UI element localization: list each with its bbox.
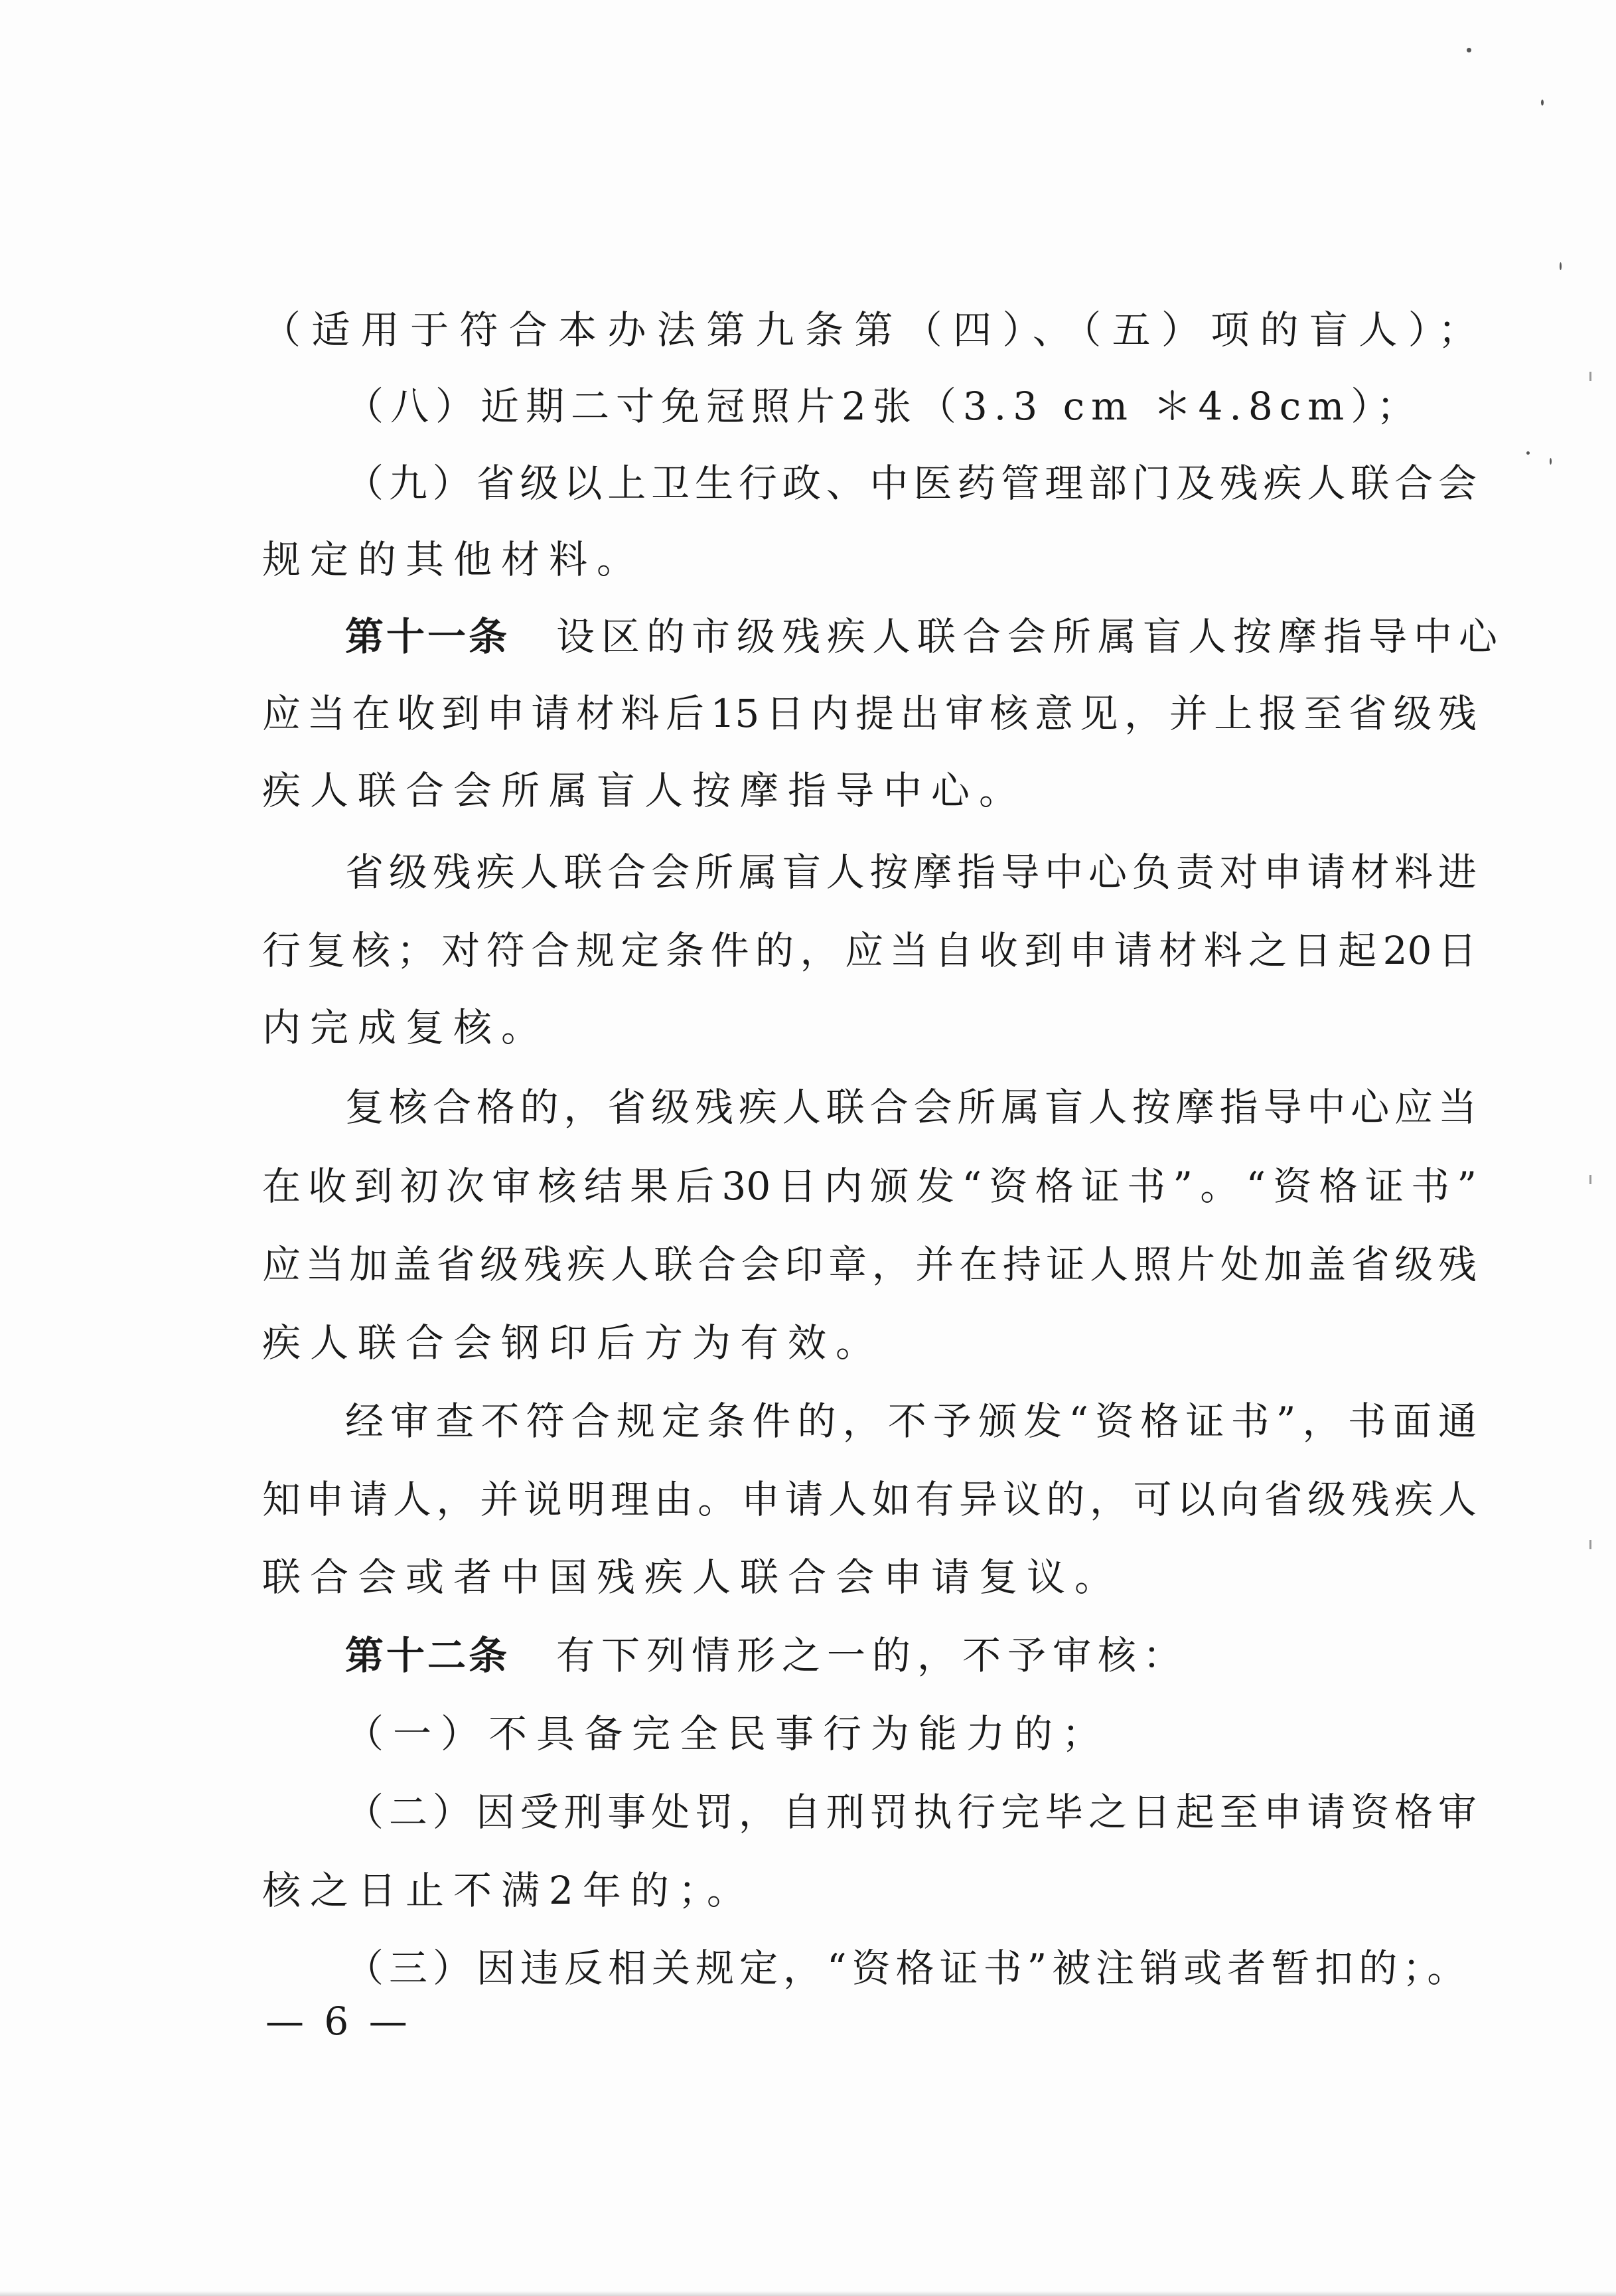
text-line-16: 知申请人，并说明理由。申请人如有异议的，可以向省级残疾人 xyxy=(262,1477,1477,1522)
text-line-13: 应当加盖省级残疾人联合会印章，并在持证人照片处加盖省级残 xyxy=(262,1242,1477,1287)
text-line-20: （二）因受刑事处罚，自刑罚执行完毕之日起至申请资格审 xyxy=(345,1790,1477,1835)
text-line-15: 经审查不符合规定条件的，不予颁发“资格证书”，书面通 xyxy=(345,1399,1477,1444)
scan-edge-mark xyxy=(1589,1175,1591,1184)
article-11-first-line xyxy=(345,613,1505,660)
text-line-4: 规定的其他材料。 xyxy=(262,537,645,582)
scan-speck xyxy=(1541,100,1544,106)
text-line-17: 联合会或者中国残疾人联合会申请复议。 xyxy=(262,1555,1123,1600)
text-line-5: 设区的市级残疾人联合会所属盲人按摩指导中心 xyxy=(556,614,1505,659)
scan-speck xyxy=(1550,458,1552,465)
scan-speck xyxy=(1467,48,1471,52)
scan-bottom-edge xyxy=(0,2291,1616,2296)
scan-edge-mark xyxy=(1589,1540,1591,1549)
text-line-18: 有下列情形之一的，不予审核： xyxy=(556,1633,1189,1678)
page-number: — 6 — xyxy=(265,1999,411,2044)
text-line-14: 疾人联合会钢印后方为有效。 xyxy=(262,1320,884,1365)
text-line-11: 复核合格的，省级残疾人联合会所属盲人按摩指导中心应当 xyxy=(345,1085,1477,1130)
text-line-1: （适用于符合本办法第九条第（四）、（五）项的盲人）； xyxy=(262,307,1477,352)
text-line-21: 核之日止不满2年的；。 xyxy=(262,1868,755,1913)
article-12-first-line xyxy=(345,1632,1477,1679)
text-line-6: 应当在收到申请材料后15日内提出审核意见，并上报至省级残 xyxy=(262,691,1477,736)
text-line-10: 内完成复核。 xyxy=(262,1005,550,1050)
text-line-2: （八）近期二寸免冠照片2张（3.3 cm ＊4.8cm）； xyxy=(345,384,1422,429)
text-line-9: 行复核；对符合规定条件的，应当自收到申请材料之日起20日 xyxy=(262,928,1477,973)
text-line-7: 疾人联合会所属盲人按摩指导中心。 xyxy=(262,768,1027,813)
text-line-19: （一）不具备完全民事行为能力的； xyxy=(345,1711,1110,1756)
scan-speck xyxy=(1560,262,1562,270)
text-line-12: 在收到初次审核结果后30日内颁发“资格证书”。“资格证书” xyxy=(262,1164,1477,1209)
text-line-8: 省级残疾人联合会所属盲人按摩指导中心负责对申请材料进 xyxy=(345,850,1477,895)
scan-speck xyxy=(1526,451,1530,455)
scan-edge-mark xyxy=(1589,372,1591,381)
text-line-3: （九）省级以上卫生行政、中医药管理部门及残疾人联合会 xyxy=(345,461,1477,506)
article-12-heading: 第十二条 xyxy=(345,1633,510,1678)
text-line-22: （三）因违反相关规定，“资格证书”被注销或者暂扣的；。 xyxy=(345,1946,1471,1991)
article-11-heading: 第十一条 xyxy=(345,614,510,659)
